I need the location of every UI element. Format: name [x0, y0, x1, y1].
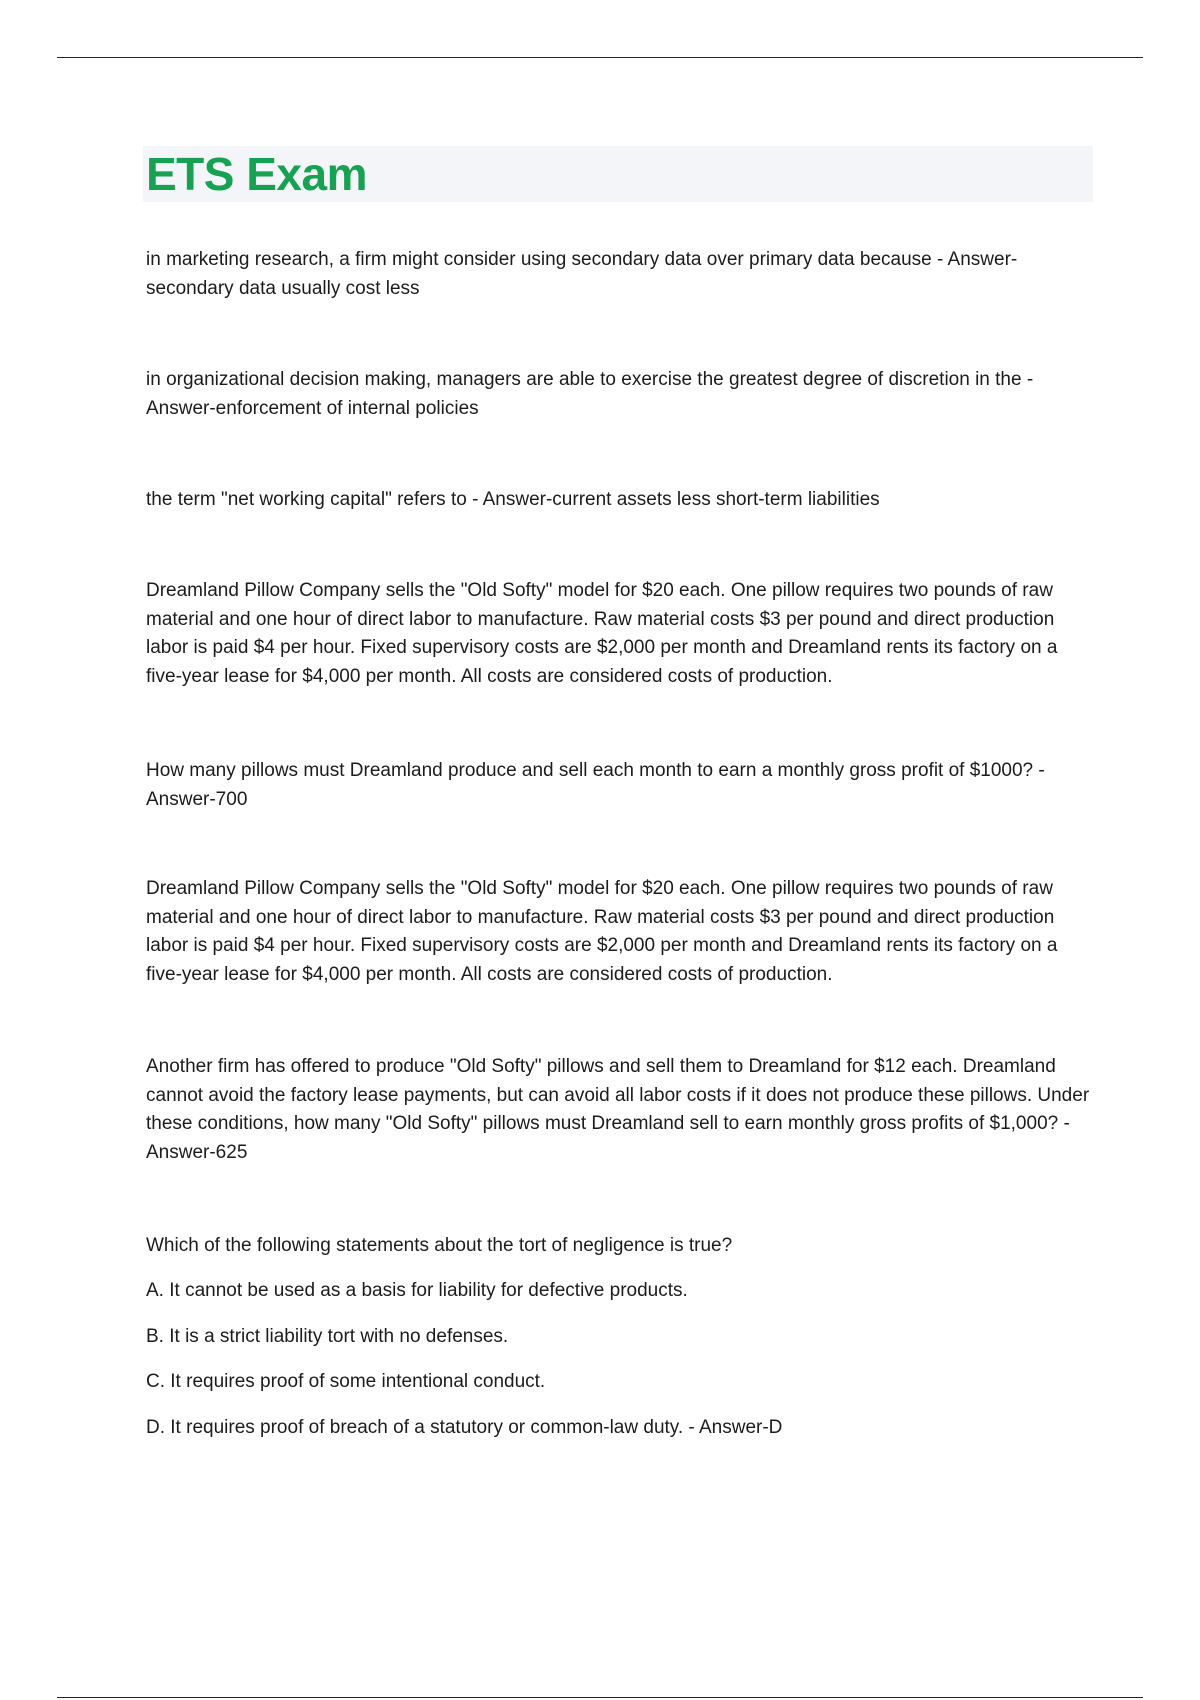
question-2: in organizational decision making, managers are able to exercise the greatest degree of discretion in the - Answer-enforcement of internal policies	[146, 369, 1034, 419]
document-title: ETS Exam	[146, 148, 367, 200]
bottom-rule	[57, 1697, 1143, 1698]
question-3: the term "net working capital" refers to - Answer-current assets less short-term liabilities	[146, 489, 880, 510]
question-4: How many pillows must Dreamland produce and sell each month to earn a monthly gross profit of $1000? - Answer-700	[146, 760, 1045, 810]
question-6-option-b: B. It is a strict liability tort with no defenses.	[146, 1326, 509, 1347]
top-rule	[57, 57, 1143, 58]
question-1: in marketing research, a firm might consider using secondary data over primary data because - Answer-secondary data usually cost less	[146, 249, 1018, 299]
question-6-stem: Which of the following statements about the tort of negligence is true?	[146, 1235, 733, 1256]
question-6-option-c: C. It requires proof of some intentional conduct.	[146, 1371, 546, 1392]
question-5: Another firm has offered to produce "Old Softy" pillows and sell them to Dreamland for $12 each. Dreamland cannot avoid the factory lease payments, but can avoid all labor costs if it does not produce these pillows. Under these conditions, how many "Old Softy" pillows must Dreamland sell to earn monthly gross profits of $1,000? - Answer-625	[146, 1056, 1090, 1163]
question-6-option-a: A. It cannot be used as a basis for liability for defective products.	[146, 1280, 688, 1301]
scenario-paragraph-2: Dreamland Pillow Company sells the "Old Softy" model for $20 each. One pillow requires two pounds of raw material and one hour of direct labor to manufacture. Raw material costs $3 per pound and direct production labor is paid $4 per hour. Fixed supervisory costs are $2,000 per month and Dreamland rents its factory on a five-year lease for $4,000 per month. All costs are considered costs of production.	[146, 878, 1058, 985]
question-6-option-d: D. It requires proof of breach of a statutory or common-law duty. - Answer-D	[146, 1417, 783, 1438]
scenario-paragraph-1: Dreamland Pillow Company sells the "Old Softy" model for $20 each. One pillow requires two pounds of raw material and one hour of direct labor to manufacture. Raw material costs $3 per pound and direct production labor is paid $4 per hour. Fixed supervisory costs are $2,000 per month and Dreamland rents its factory on a five-year lease for $4,000 per month. All costs are considered costs of production.	[146, 580, 1058, 687]
